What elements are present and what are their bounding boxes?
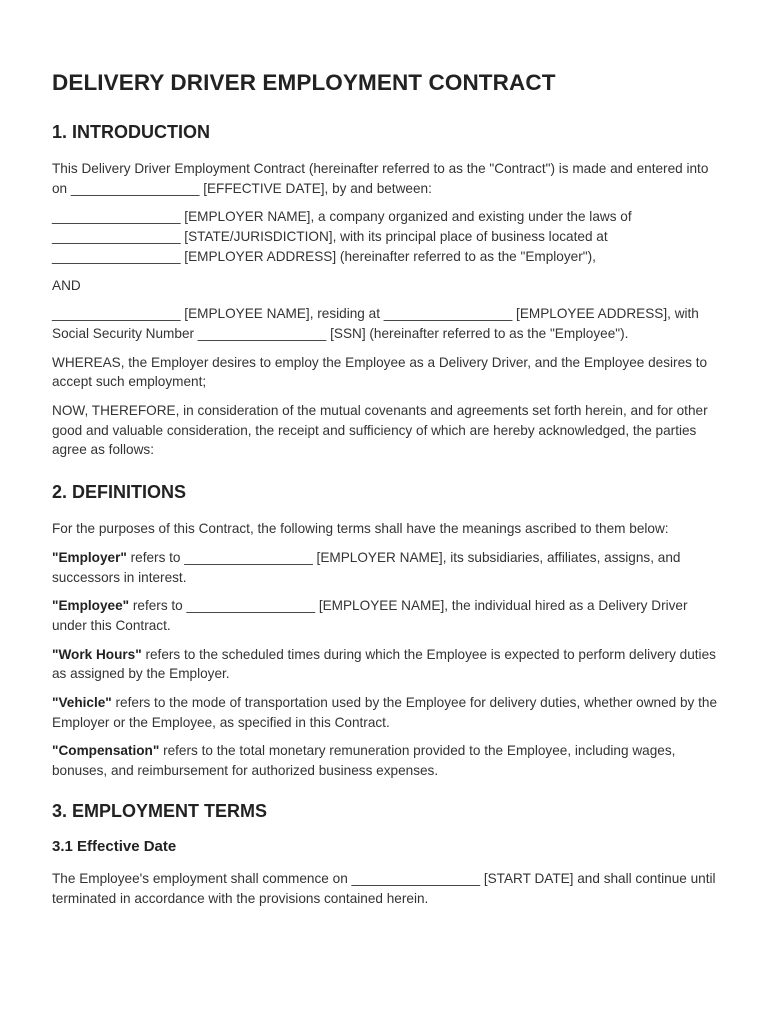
intro-whereas: WHEREAS, the Employer desires to employ the Employee as a Delivery Driver, and the Employee desires to accept such employment; (52, 354, 708, 390)
contract-page (52, 70, 720, 917)
definitions-lead: For the purposes of this Contract, the following terms shall have the meanings ascribed to them below: (52, 521, 669, 537)
section-introduction (52, 122, 720, 460)
definition-term: "Vehicle" (52, 695, 112, 711)
definition-text: refers to the scheduled times during which the Employee is expected to perform delivery duties as assigned by the Employer. (52, 646, 716, 682)
definition-text: refers to the total monetary remuneration provided to the Employee, including wages, bonuses, and reimbursement for authorized business expenses. (52, 743, 676, 779)
intro-and: AND (52, 277, 81, 293)
effective-date-paragraph: The Employee's employment shall commence on _________________ [START DATE] and shall continue until terminated in accordance with the provisions contained herein. (52, 870, 716, 906)
definition-term: "Employee" (52, 598, 130, 614)
section-employment-terms (52, 801, 720, 908)
definition-text: refers to _________________ [EMPLOYER NAME], its subsidiaries, affiliates, assigns, and successors in interest. (52, 549, 681, 585)
intro-paragraph-employer: _________________ [EMPLOYER NAME], a company organized and existing under the laws of _________________ [STATE/JURISDICTION], with its principal place of business located at _________________ [EMPLOYER ADDRESS] (hereinafter referred to as the "Employer"), (52, 209, 632, 264)
document-title: DELIVERY DRIVER EMPLOYMENT CONTRACT (52, 70, 556, 95)
intro-now-therefore: NOW, THEREFORE, in consideration of the mutual covenants and agreements set forth herein, and for other good and valuable consideration, the receipt and sufficiency of which are hereby acknowledged, the parties agree as follows: (52, 403, 708, 458)
definition-employee (52, 596, 720, 635)
section-heading-employment-terms: 3. EMPLOYMENT TERMS (52, 800, 268, 821)
definition-text: refers to _________________ [EMPLOYEE NAME], the individual hired as a Delivery Driver under this Contract. (52, 598, 688, 633)
intro-paragraph-1: This Delivery Driver Employment Contract (hereinafter referred to as the "Contract") is made and entered into on _________________ [EFFECTIVE DATE], by and between: (52, 161, 709, 196)
intro-paragraph-employee: _________________ [EMPLOYEE NAME], residing at _________________ [EMPLOYEE ADDRESS], with Social Security Number _________________ [SSN] (hereinafter referred to as the "Employee"). (52, 306, 699, 341)
definition-term: "Work Hours" (52, 646, 142, 662)
definition-text: refers to the mode of transportation used by the Employee for delivery duties, whether owned by the Employer or the Employee, as specified in this Contract. (52, 695, 718, 730)
definition-work-hours (52, 645, 720, 684)
definition-compensation (52, 741, 720, 780)
definition-term: "Compensation" (52, 743, 160, 759)
definition-employer (52, 548, 720, 587)
section-heading-introduction: 1. INTRODUCTION (52, 122, 211, 142)
section-heading-definitions: 2. DEFINITIONS (52, 482, 187, 503)
definition-term: "Employer" (52, 549, 127, 565)
subsection-heading-effective-date: 3.1 Effective Date (52, 837, 177, 855)
section-definitions (52, 482, 720, 781)
definition-vehicle (52, 693, 720, 732)
